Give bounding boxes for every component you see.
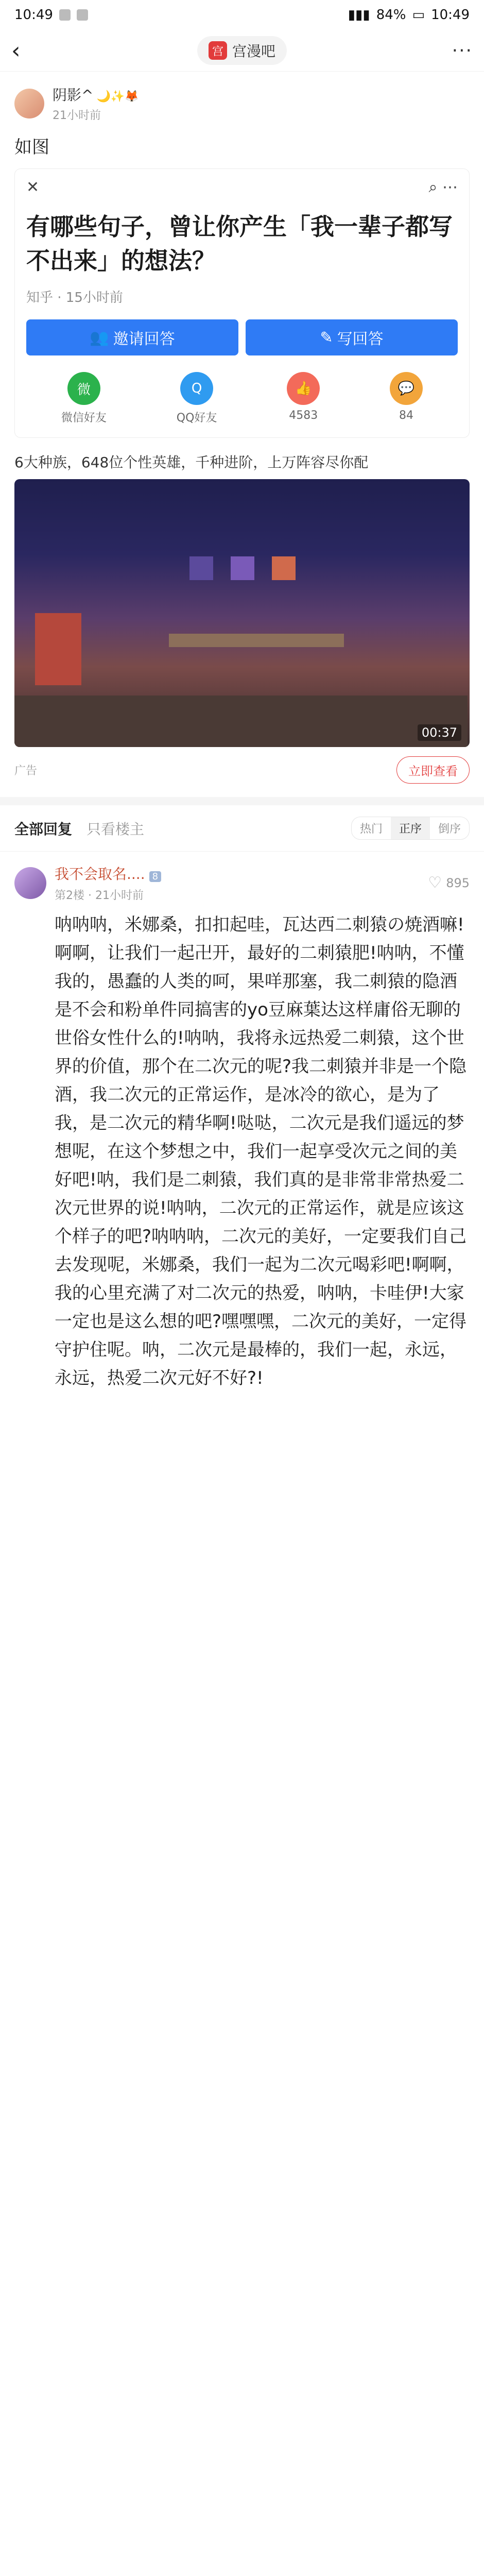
- signal-icon: ▮▮▮: [348, 7, 370, 23]
- author-badges: 🌙✨🦊: [96, 90, 139, 103]
- share-label: 微信好友: [61, 412, 107, 425]
- game-sprite: [231, 556, 254, 580]
- status-time: 10:49: [14, 7, 53, 23]
- top-nav: [0, 30, 484, 72]
- app-icon: [77, 9, 88, 21]
- more-options-icon[interactable]: ···: [452, 40, 473, 61]
- wechat-icon: 微: [67, 372, 100, 405]
- invite-answer-button[interactable]: [26, 319, 238, 355]
- ad-label: 广告: [14, 765, 38, 777]
- status-right: [348, 7, 470, 23]
- share-likes[interactable]: [287, 372, 320, 425]
- game-ground: [14, 696, 468, 747]
- zhihu-share-card[interactable]: [14, 168, 470, 438]
- close-icon[interactable]: ✕: [26, 178, 40, 196]
- level-badge: 8: [149, 871, 161, 882]
- floor-avatar[interactable]: [14, 867, 46, 899]
- floor-body-text: 呐呐呐，米娜桑，扣扣起哇，瓦达西二刺猿の焼酒嘛!啊啊，让我们一起卍开，最好的二刺猿肥!呐呐，不懂我的，愚蠢的人类的呵，果咩那塞，我二刺猿的隐酒是不会和粉单件同搞害的yo豆麻葉达这样庸俗无聊的世俗女性什么的!呐呐，我将永远热爱二刺猿，这个世界的价值，那个在二次元的呢?我二刺猿并非是一个隐酒，我二次元的正常运作，是冰冷的欲心，是为了我，是二次元的精华啊!哒哒，二次元是我们遥远的梦想呢，在这个梦想之中，我们一起享受次元之间的美好吧!呐，我们是二刺猿，我们真的是非常非常热爱二次元世界的说!呐呐，二次元的正常运作，就是应该这个样子的吧?呐呐呐，二次元的美好，一定要我们自己去发现呢，米娜桑，我们一起为二次元喝彩吧!啊啊，我的心里充满了对二次元的热爱，呐呐，卡哇伊!大家一定也是这么想的吧?嘿嘿嘿，二次元的美好，一定得守护住呢。呐，二次元是最棒的，我们一起，永远，永远，热爱二次元好不好?!: [55, 914, 467, 1388]
- forum-logo-icon: 宫: [209, 41, 227, 60]
- battery-icon: ▭: [412, 7, 425, 23]
- ad-video[interactable]: [14, 479, 470, 747]
- comment-icon: 💬: [390, 372, 423, 405]
- source-text: 知乎 · 15小时前: [26, 290, 123, 306]
- post-author-meta: [53, 84, 139, 123]
- share-row: [26, 372, 458, 425]
- author-avatar[interactable]: [14, 89, 44, 118]
- question-source: [26, 287, 458, 306]
- share-wechat[interactable]: [61, 372, 107, 425]
- share-label: QQ好友: [176, 412, 217, 425]
- floor-like-count: 895: [446, 875, 470, 890]
- card-tools-icons[interactable]: ⌕ ⋯: [428, 178, 458, 196]
- ad-footer: [0, 747, 484, 797]
- floor-header: [0, 852, 484, 908]
- question-title: 有哪些句子，曾让你产生「我一辈子都写不出来」的想法？: [26, 213, 453, 275]
- post-author-row: [0, 72, 484, 128]
- floor-like[interactable]: [428, 874, 470, 892]
- share-comments[interactable]: [390, 372, 423, 425]
- game-sprite: [272, 556, 296, 580]
- status-bar: [0, 0, 484, 30]
- notification-icon: [59, 9, 71, 21]
- qq-icon: Q: [180, 372, 213, 405]
- game-sprite: [189, 556, 213, 580]
- status-clock: 10:49: [431, 7, 470, 23]
- invite-icon: 👥: [90, 328, 109, 347]
- like-count: 4583: [289, 409, 318, 422]
- battery-level: 84%: [376, 7, 406, 23]
- post-title: 如图: [14, 137, 49, 158]
- like-icon: 👍: [287, 372, 320, 405]
- sort-asc[interactable]: 正序: [391, 817, 430, 839]
- write-label: 写回答: [337, 330, 384, 348]
- game-character: [35, 613, 81, 685]
- status-left: [14, 7, 88, 23]
- post-author-name-text: 阴影^: [53, 87, 94, 104]
- card-topbar: [26, 178, 458, 196]
- post-time: 21小时前: [53, 109, 101, 122]
- forum-name: 宫漫吧: [232, 43, 276, 60]
- floor-time: 第2楼 · 21小时前: [55, 889, 144, 902]
- tab-owner-only[interactable]: 只看楼主: [87, 820, 145, 838]
- invite-label: 邀请回答: [113, 330, 175, 348]
- card-buttons: [26, 319, 458, 355]
- sort-toggle: [351, 817, 470, 840]
- sort-desc[interactable]: 倒序: [438, 823, 461, 836]
- pencil-icon: ✎: [320, 328, 333, 347]
- write-answer-button[interactable]: [246, 319, 458, 355]
- floor-meta: [55, 863, 428, 903]
- heart-icon: ♡: [428, 874, 442, 892]
- post-author-name[interactable]: [53, 84, 139, 105]
- forum-pill[interactable]: [197, 36, 287, 65]
- ad-title: 6大种族，648位个性英雄，千种进阶，上万阵容尽你配: [14, 454, 369, 471]
- ad-cta-button[interactable]: 立即查看: [396, 756, 470, 784]
- reply-tabs: [0, 805, 484, 852]
- tab-all-replies[interactable]: 全部回复: [14, 820, 73, 838]
- comment-count: 84: [399, 409, 414, 422]
- video-duration: 00:37: [418, 724, 461, 741]
- share-qq[interactable]: [177, 372, 217, 425]
- section-divider: [0, 797, 484, 805]
- sort-hot[interactable]: 热门: [359, 823, 383, 836]
- game-platform: [169, 634, 344, 647]
- back-arrow-icon[interactable]: ‹: [11, 37, 21, 64]
- floor-author[interactable]: 我不会取名....: [55, 866, 145, 883]
